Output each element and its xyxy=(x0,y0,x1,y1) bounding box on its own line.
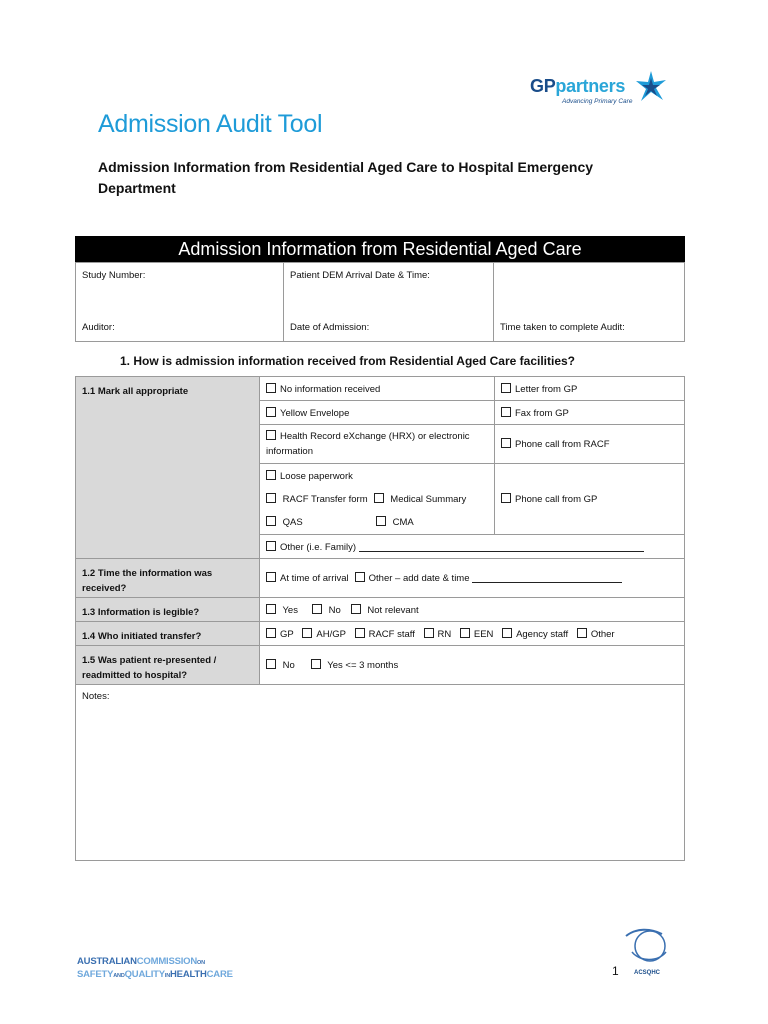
logo-tagline: Advancing Primary Care xyxy=(562,98,633,105)
gp-partners-logo xyxy=(530,70,680,114)
checkbox-icon[interactable] xyxy=(302,628,312,638)
option-initiator-other[interactable]: Other xyxy=(590,628,615,640)
checkbox-icon[interactable] xyxy=(266,407,276,417)
q1-2-label: 1.2 Time the information was received? xyxy=(76,559,260,598)
option-no-info[interactable]: No information received xyxy=(260,377,495,401)
checkbox-icon[interactable] xyxy=(266,659,276,669)
checkbox-icon[interactable] xyxy=(577,628,587,638)
page-subtitle: Admission Information from Residential Aged Care to Hospital Emergency Department xyxy=(98,159,594,196)
q1-4-options xyxy=(260,622,685,646)
option-medical-summary[interactable]: Medical Summary xyxy=(390,493,467,505)
checkbox-icon[interactable] xyxy=(376,516,386,526)
other-answer-line[interactable] xyxy=(359,551,644,552)
audit-table xyxy=(75,376,685,685)
q1-5-options xyxy=(260,646,685,685)
option-qas[interactable]: QAS xyxy=(282,516,303,528)
option-yellow-envelope[interactable]: Yellow Envelope xyxy=(260,401,495,425)
option-initiator-agency[interactable]: Agency staff xyxy=(516,628,569,640)
auditor-field[interactable]: Auditor: xyxy=(82,322,115,333)
time-answer-line[interactable] xyxy=(472,582,622,583)
checkbox-icon[interactable] xyxy=(351,604,361,614)
checkbox-icon[interactable] xyxy=(501,438,511,448)
checkbox-icon[interactable] xyxy=(501,407,511,417)
option-represented-yes[interactable]: Yes <= 3 months xyxy=(327,660,399,671)
study-number-field[interactable]: Study Number: xyxy=(82,270,146,281)
option-phone-racf[interactable]: Phone call from RACF xyxy=(495,425,685,464)
checkbox-icon[interactable] xyxy=(266,516,276,526)
star-icon xyxy=(634,70,668,104)
info-panel-header: Admission Information from Residential Aged Care xyxy=(75,236,685,263)
option-time-of-arrival[interactable]: At time of arrival xyxy=(280,573,349,584)
option-initiator-rn[interactable]: RN xyxy=(437,628,452,640)
checkbox-icon[interactable] xyxy=(312,604,322,614)
option-paperwork-group xyxy=(260,464,495,535)
option-phone-gp[interactable]: Phone call from GP xyxy=(495,464,685,535)
checkbox-icon[interactable] xyxy=(266,430,276,440)
q1-3-label: 1.3 Information is legible? xyxy=(76,598,260,622)
option-legible-yes[interactable]: Yes xyxy=(282,604,298,616)
logo-wordmark: GPpartners xyxy=(530,76,626,96)
acsqhc-logo: AUSTRALIANCOMMISSIONON SAFETYANDQUALITYINHEALTHCARE xyxy=(77,956,233,980)
option-initiator-een[interactable]: EEN xyxy=(473,628,494,640)
checkbox-icon[interactable] xyxy=(460,628,470,638)
checkbox-icon[interactable] xyxy=(355,572,365,582)
option-other-family[interactable]: Other (i.e. Family) xyxy=(260,535,685,559)
page-title: Admission Audit Tool xyxy=(98,110,323,138)
checkbox-icon[interactable] xyxy=(266,572,276,582)
acsqhc-small-label: ACSQHC xyxy=(634,970,661,976)
admission-date-field[interactable]: Date of Admission: xyxy=(290,322,370,333)
option-letter-gp[interactable]: Letter from GP xyxy=(495,377,685,401)
question-heading: 1. How is admission information received from Residential Aged Care facilities? xyxy=(120,354,576,368)
time-taken-field[interactable]: Time taken to complete Audit: xyxy=(500,322,625,333)
checkbox-icon[interactable] xyxy=(266,604,276,614)
option-initiator-racf[interactable]: RACF staff xyxy=(368,628,415,640)
notes-box[interactable] xyxy=(75,684,685,861)
option-fax-gp[interactable]: Fax from GP xyxy=(495,401,685,425)
option-represented-no[interactable]: No xyxy=(282,660,295,671)
checkbox-icon[interactable] xyxy=(374,493,384,503)
checkbox-icon[interactable] xyxy=(501,383,511,393)
option-initiator-ahgp[interactable]: AH/GP xyxy=(316,628,346,640)
info-panel xyxy=(75,262,685,342)
q1-4-label: 1.4 Who initiated transfer? xyxy=(76,622,260,646)
option-loose-paperwork[interactable]: Loose paperwork xyxy=(280,470,353,482)
arrival-field[interactable]: Patient DEM Arrival Date & Time: xyxy=(290,270,430,281)
option-legible-no[interactable]: No xyxy=(328,604,341,616)
option-cma[interactable]: CMA xyxy=(392,516,414,528)
notes-label: Notes: xyxy=(82,691,110,702)
info-col-2 xyxy=(284,263,494,341)
q1-1-label: 1.1 Mark all appropriate xyxy=(76,377,260,559)
checkbox-icon[interactable] xyxy=(266,470,276,480)
option-hrx[interactable]: Health Record eXchange (HRX) or electronic information xyxy=(260,425,495,464)
checkbox-icon[interactable] xyxy=(266,628,276,638)
info-col-1 xyxy=(76,263,284,341)
checkbox-icon[interactable] xyxy=(355,628,365,638)
checkbox-icon[interactable] xyxy=(424,628,434,638)
checkbox-icon[interactable] xyxy=(266,383,276,393)
q1-2-options xyxy=(260,559,685,598)
checkbox-icon[interactable] xyxy=(266,541,276,551)
option-legible-na[interactable]: Not relevant xyxy=(367,604,419,616)
option-racf-transfer[interactable]: RACF Transfer form xyxy=(282,493,368,505)
q1-5-label: 1.5 Was patient re-presented / readmitted to hospital? xyxy=(76,646,260,685)
option-initiator-gp[interactable]: GP xyxy=(280,628,294,640)
checkbox-icon[interactable] xyxy=(501,493,511,503)
checkbox-icon[interactable] xyxy=(311,659,321,669)
page-number: 1 xyxy=(612,964,619,978)
q1-3-options xyxy=(260,598,685,622)
checkbox-icon[interactable] xyxy=(502,628,512,638)
checkbox-icon[interactable] xyxy=(266,493,276,503)
option-time-other[interactable]: Other – add date & time xyxy=(368,573,470,584)
info-col-3 xyxy=(494,263,684,341)
